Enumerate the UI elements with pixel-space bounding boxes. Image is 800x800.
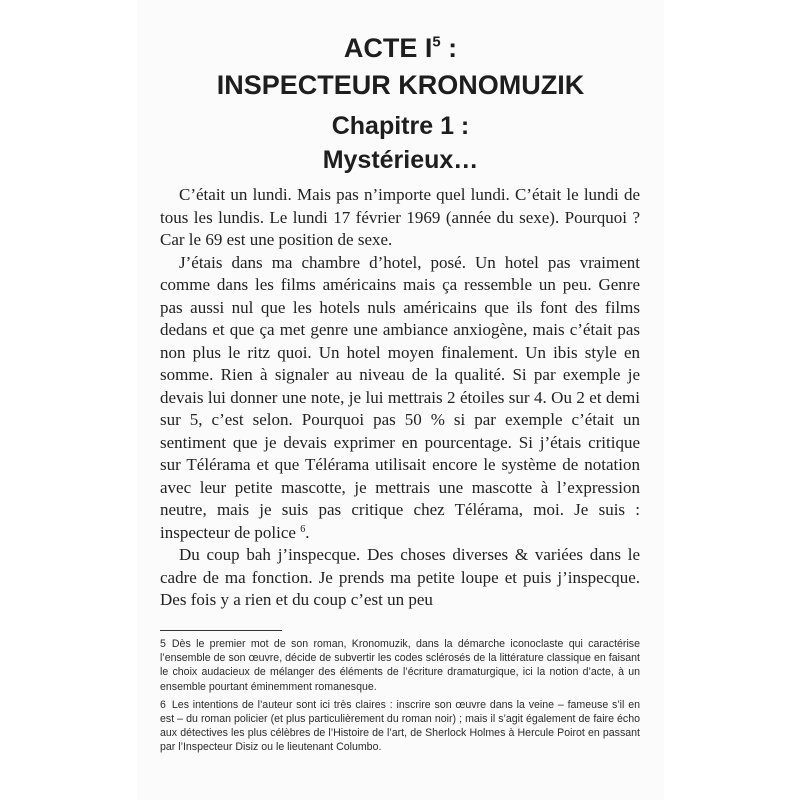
book-page — [137, 0, 664, 800]
paragraph-2 — [160, 252, 640, 545]
footnote-5 — [160, 637, 640, 694]
footnote-number: 5 — [160, 638, 166, 650]
paragraph-2-text: J’étais dans ma chambre d’hotel, posé. Un hotel pas vraiment comme dans les films américains mais ça ressemble un peu. Genre pas aussi nul que les hotels nuls américains que ils font des films dedans et que ça met genre une ambiance anxiogène, mais c’était pas non plus le ritz quoi. Un hotel moyen finalement. Un ibis style en somme. Rien à signaler au niveau de la qualité. Si par exemple je devais lui donner une note, je lui mettrais 2 étoiles sur 4. Ou 2 et demi sur 5, c’est selon. Pourquoi pas 50 % si par exemple c’était un sentiment que je devais exprimer en pourcentage. Si j’étais critique sur Télérama et que Télérama utilisait encore le système de notation avec leur petite mascotte, je mettrais une mascotte à l’expression neutre, mais je suis pas critique chez Télérama, moi. Je suis : inspecteur de police — [160, 252, 640, 542]
paragraph-3: Du coup bah j’inspecque. Des choses diverses & variées dans le cadre de ma fonction. Je prends ma petite loupe et puis j’inspecque. Des fois y a rien et du coup c’est un peu — [160, 545, 640, 609]
chapter-heading: Chapitre 1 : — [331, 112, 470, 140]
footnote-text: Dès le premier mot de son roman, Kronomuzik, dans la démarche iconoclaste qui caractérise l’ensemble de son œuvre, décide de subvertir les codes sclérosés de la littérature classique en faisant le choix audacieux de mélanger des éléments de l’écriture dramaturgique, ici la notion d’acte, à un ensemble pourtant éminemment romanesque. — [160, 638, 640, 693]
act-heading — [137, 32, 664, 64]
act-title: INSPECTEUR KRONOMUZIK — [216, 70, 585, 100]
paragraph-2-end: . — [305, 522, 310, 542]
act-label: ACTE I — [343, 33, 433, 63]
paragraph-1: C’était un lundi. Mais pas n’importe quel lundi. C’était le lundi de tous les lundis. Le lundi 17 février 1969 (année du sexe). Pourquoi ? Car le 69 est une position de sexe. — [160, 185, 640, 249]
footnote-text: Les intentions de l’auteur sont ici très claires : inscrire son œuvre dans la veine – fameuse s’il en est – du roman policier (et plus particulièrement du roman noir) ; mais il s’agit également de faire écho aux détectives les plus célèbres de l’Histoire de l’art, de Sherlock Holmes à Hercule Poirot en passant par l’Inspecteur Disiz ou le lieutenant Columbo. — [160, 698, 640, 754]
footnote-6 — [160, 698, 640, 755]
act-footnote-ref[interactable]: 5 — [432, 34, 441, 51]
act-colon: : — [440, 33, 458, 63]
footnote-divider — [160, 630, 282, 631]
body-text — [160, 184, 640, 612]
footnotes — [160, 637, 640, 759]
footnote-number: 6 — [160, 698, 166, 711]
footnote-ref-6[interactable]: 6 — [300, 523, 306, 535]
chapter-title: Mystérieux… — [322, 146, 479, 174]
